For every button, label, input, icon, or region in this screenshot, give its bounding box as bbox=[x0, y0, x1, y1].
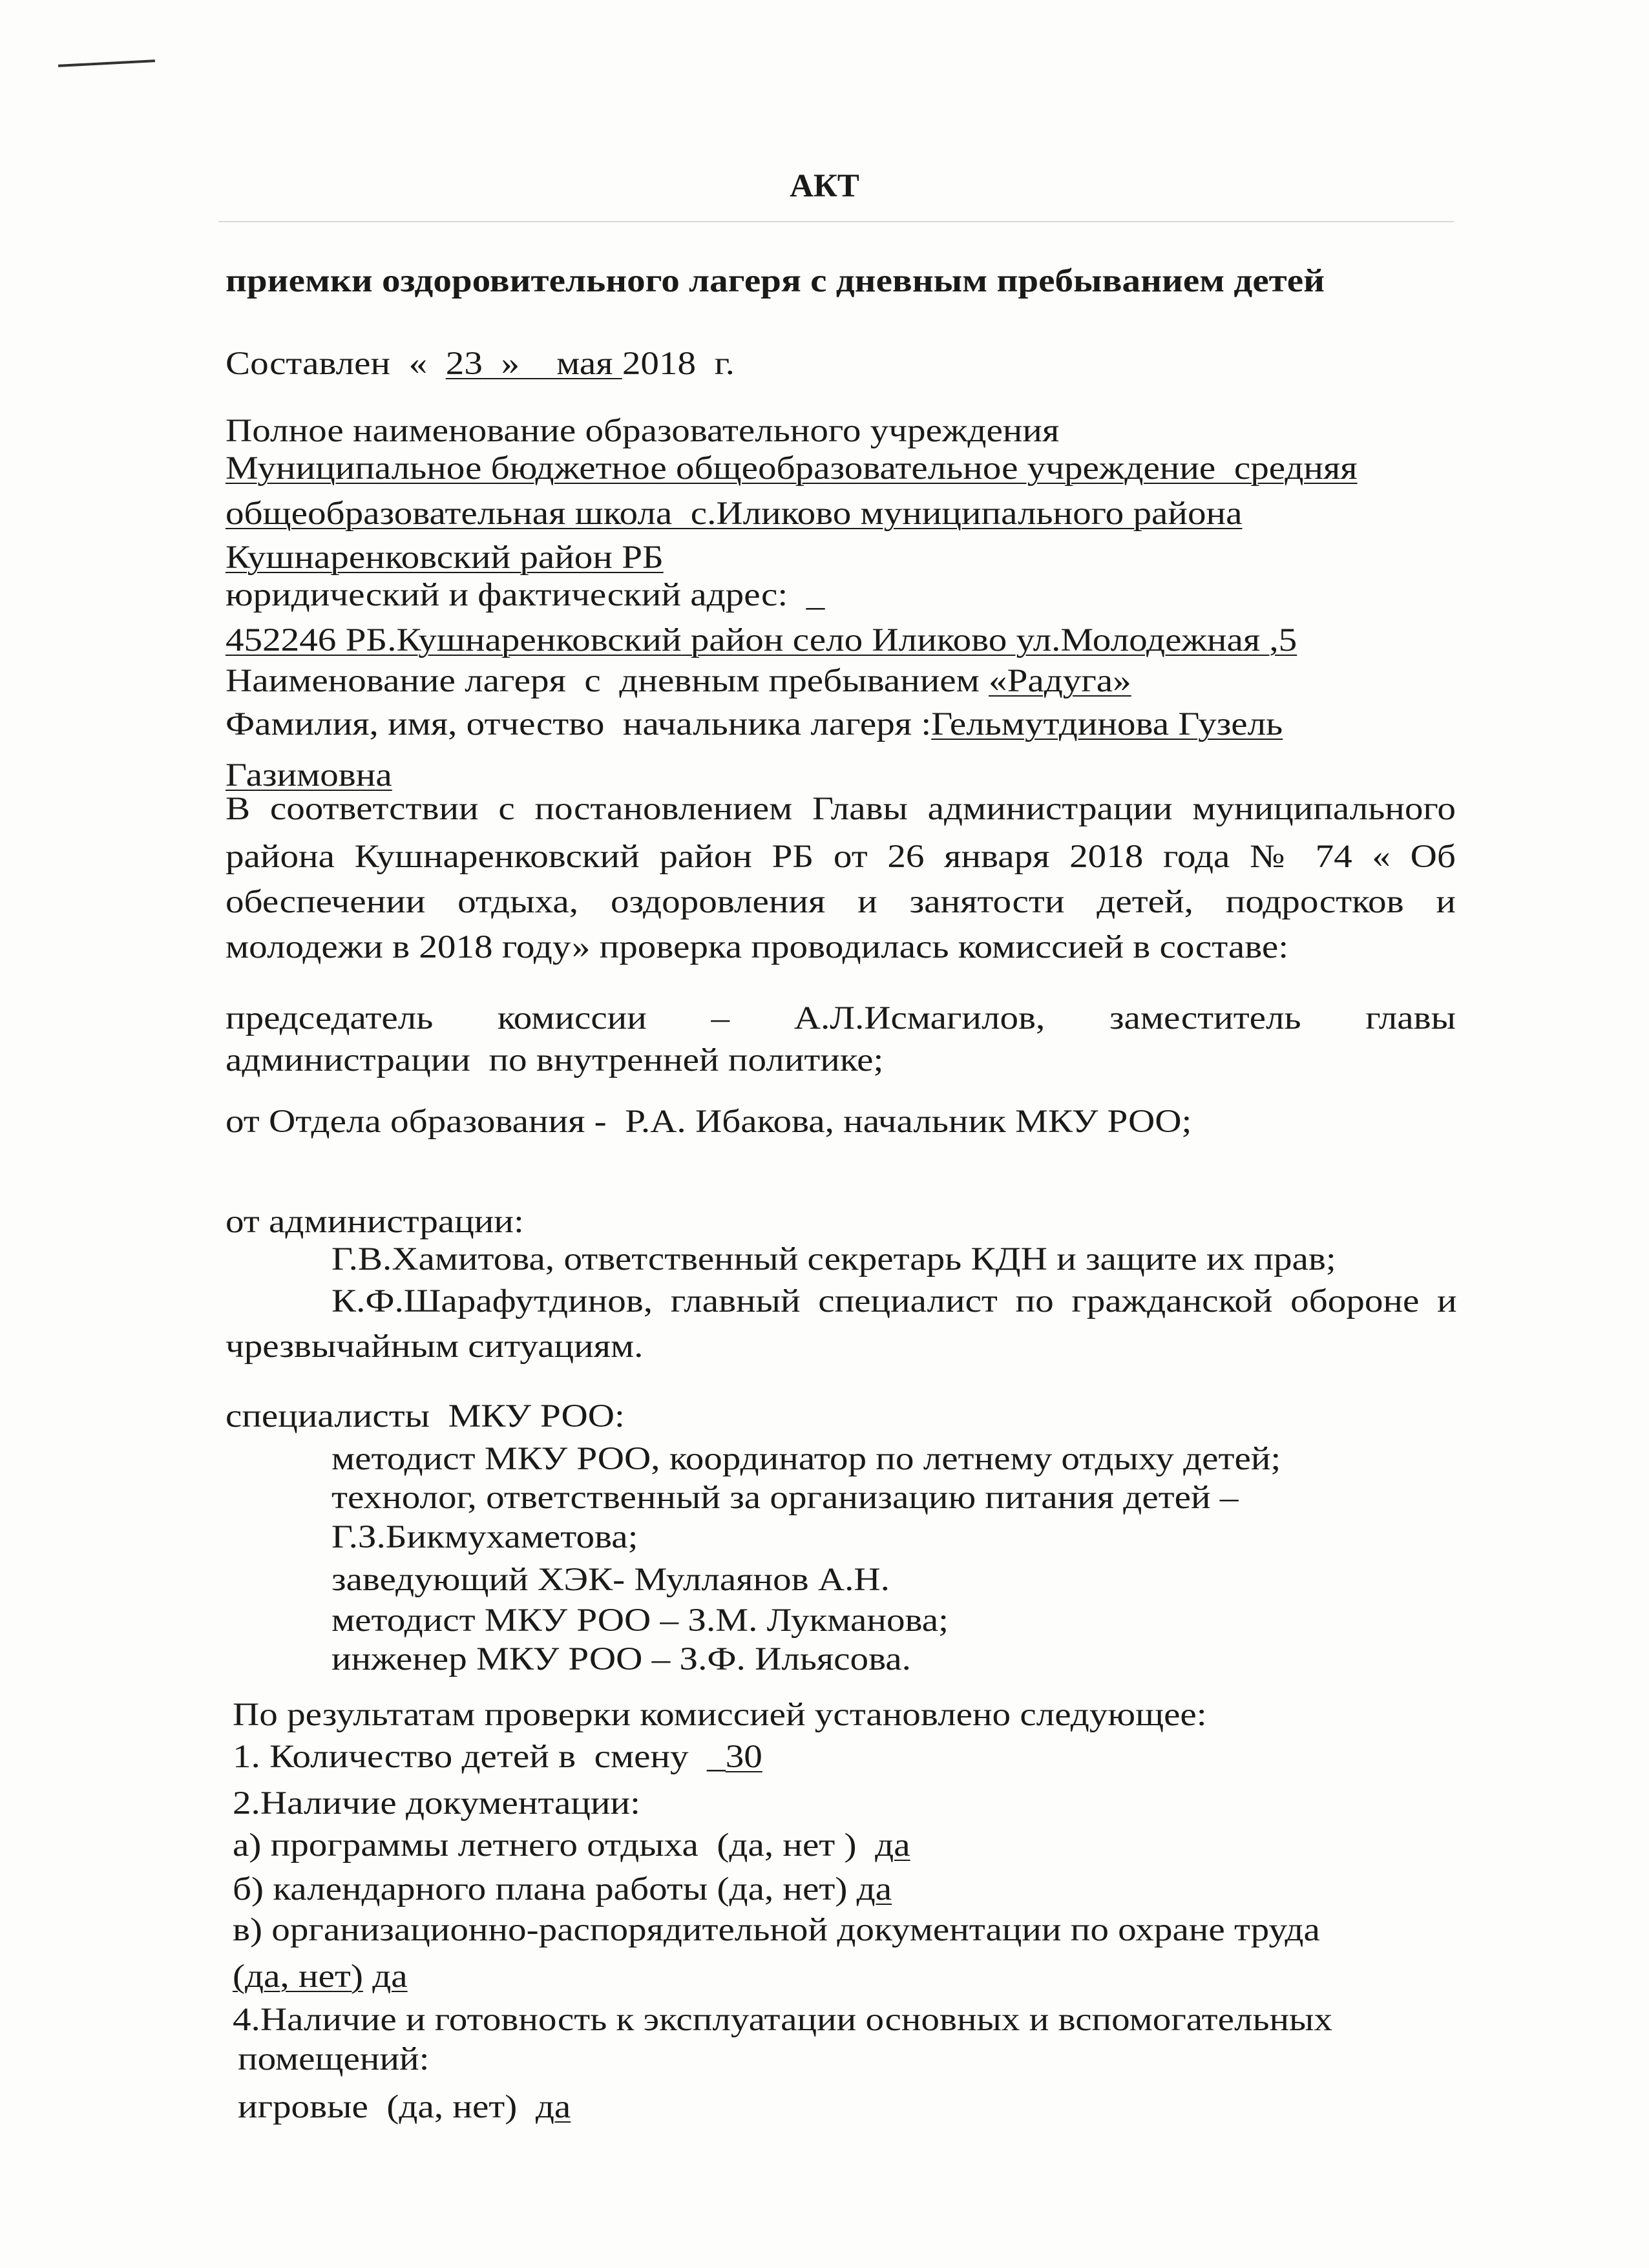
admin-member: Г.В.Хамитова, ответственный секретарь КДН и защите их прав; bbox=[331, 1241, 1336, 1277]
specialist-item: инженер МКУ РОО – З.Ф. Ильясова. bbox=[331, 1641, 911, 1677]
results-intro: По результатам проверки комиссией установлено следующее: bbox=[233, 1697, 1207, 1733]
doc-item-c-cont bbox=[233, 1957, 408, 1996]
head-label: Фамилия, имя, отчество начальника лагеря : bbox=[226, 706, 932, 742]
specialist-item: технолог, ответственный за организацию питания детей – bbox=[331, 1480, 1239, 1516]
doc-c-options: (да, нет) bbox=[233, 1958, 363, 1995]
doc-item-b bbox=[233, 1870, 892, 1909]
date-prefix: Составлен « bbox=[226, 346, 446, 382]
institution-name-line bbox=[226, 538, 664, 577]
doc-item-a bbox=[233, 1826, 910, 1865]
institution-name-line bbox=[226, 494, 1242, 533]
address-line bbox=[226, 621, 1297, 660]
head-patronymic: Газимовна bbox=[226, 757, 392, 793]
scan-artifact-mark bbox=[58, 59, 155, 67]
doc-c-value: да bbox=[372, 1958, 408, 1995]
head-line-2 bbox=[226, 756, 392, 795]
doc-item-c: в) организационно-распорядительной документации по охране труда bbox=[233, 1912, 1320, 1948]
institution-label: Полное наименование образовательного учреждения bbox=[226, 413, 1060, 449]
camp-name: «Радуга» bbox=[989, 663, 1131, 699]
institution-name-1: Муниципальное бюджетное общеобразовательное учреждение средняя bbox=[226, 450, 1358, 487]
date-month: мая bbox=[538, 346, 622, 382]
date-line bbox=[226, 344, 735, 383]
play-rooms-value: да bbox=[535, 2089, 571, 2125]
admin-label: от администрации: bbox=[226, 1204, 524, 1240]
doc-a-value: да bbox=[875, 1827, 910, 1864]
institution-name-line bbox=[226, 449, 1358, 488]
premises-label: 4.Наличие и готовность к эксплуатации основных и вспомогательных bbox=[233, 2002, 1332, 2038]
institution-name-3: Кушнаренковский район РБ bbox=[226, 540, 664, 576]
play-rooms-label: игровые (да, нет) bbox=[238, 2089, 536, 2125]
admin-member-cont: чрезвычайным ситуациям. bbox=[226, 1328, 644, 1365]
camp-line bbox=[226, 662, 1131, 700]
address-label: юридический и фактический адрес: _ bbox=[226, 577, 825, 613]
decree-line: молодежи в 2018 году» проверка проводилась комиссией в составе: bbox=[226, 929, 1289, 965]
address-value: 452246 РБ.Кушнаренковский район село Иликово ул.Молодежная ,5 bbox=[226, 622, 1297, 658]
education-dept-line: от Отдела образования - Р.А. Ибакова, начальник МКУ РОО; bbox=[226, 1104, 1192, 1140]
decree-line: В соответствии с постановлением Главы администрации муниципального bbox=[226, 791, 1456, 827]
children-count-label: 1. Количество детей в смену _ bbox=[233, 1739, 726, 1775]
docs-label: 2.Наличие документации: bbox=[233, 1785, 640, 1822]
doc-b-label: б) календарного плана работы (да, нет) bbox=[233, 1871, 857, 1907]
divider bbox=[218, 221, 1454, 222]
premises-label-cont: помещений: bbox=[238, 2041, 430, 2077]
decree-line: обеспечении отдыха, оздоровления и занятости детей, подростков и bbox=[226, 884, 1456, 920]
document-subtitle: приемки оздоровительного лагеря с дневным пребыванием детей bbox=[226, 263, 1325, 299]
head-line bbox=[226, 705, 1283, 744]
specialist-item: Г.З.Бикмухаметова; bbox=[331, 1519, 638, 1555]
specialist-item: методист МКУ РОО – З.М. Лукманова; bbox=[331, 1602, 949, 1639]
camp-label: Наименование лагеря с дневным пребыванием bbox=[226, 663, 989, 699]
specialist-item: заведующий ХЭК- Муллаянов А.Н. bbox=[331, 1562, 890, 1598]
chair-line: председатель комиссии – А.Л.Исмагилов, заместитель главы bbox=[226, 1000, 1456, 1036]
date-sep: » bbox=[482, 346, 538, 382]
chair-line: администрации по внутренней политике; bbox=[226, 1042, 884, 1078]
decree-line: района Кушнаренковский район РБ от 26 января 2018 года № 74 « Об bbox=[226, 839, 1456, 875]
specialists-label: специалисты МКУ РОО: bbox=[226, 1398, 625, 1434]
doc-b-value: да bbox=[856, 1871, 892, 1907]
date-day: 23 bbox=[445, 346, 483, 382]
institution-name-2: общеобразовательная школа с.Иликово муниципального района bbox=[226, 496, 1243, 532]
children-count-value: 30 bbox=[725, 1739, 762, 1775]
specialist-item: методист МКУ РОО, координатор по летнему отдыху детей; bbox=[331, 1441, 1281, 1477]
head-name: Гельмутдинова Гузель bbox=[931, 706, 1283, 742]
doc-a-label: а) программы летнего отдыха (да, нет ) bbox=[233, 1827, 876, 1864]
admin-member: К.Ф.Шарафутдинов, главный специалист по гражданской обороне и bbox=[331, 1283, 1457, 1319]
play-rooms-line bbox=[238, 2088, 571, 2126]
document-title: АКТ bbox=[790, 168, 859, 204]
children-count-line bbox=[233, 1738, 762, 1776]
date-year: 2018 г. bbox=[622, 346, 735, 382]
